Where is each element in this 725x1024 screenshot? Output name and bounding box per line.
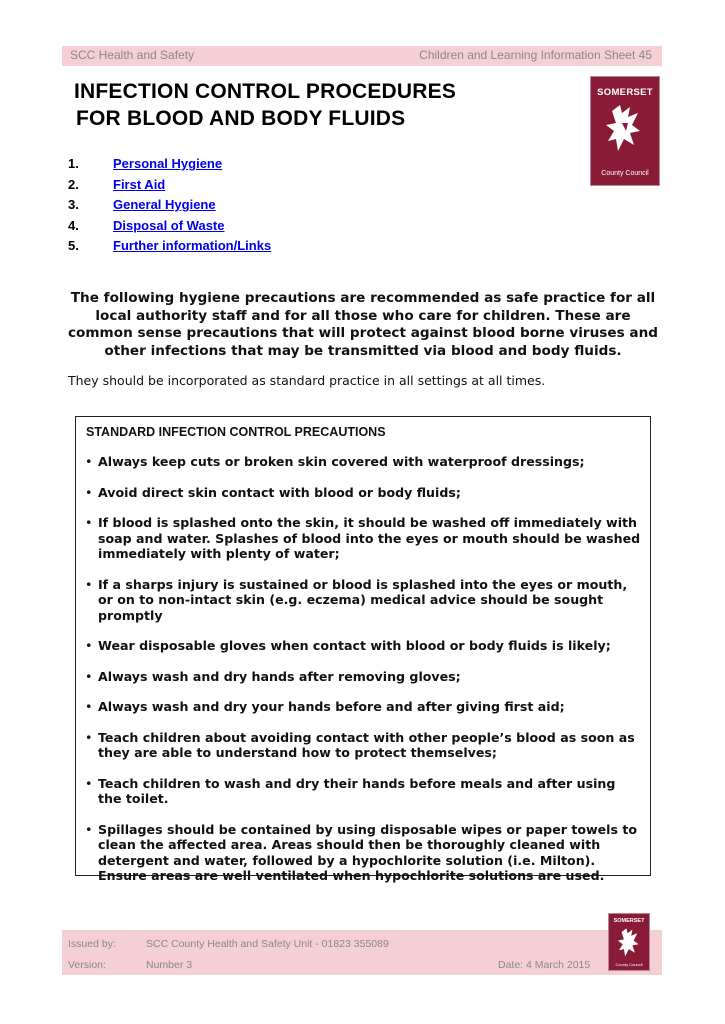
header-sheet-number: Children and Learning Information Sheet 45	[419, 48, 652, 62]
page-title	[74, 78, 456, 132]
precaution-text: Wear disposable gloves when contact with blood or body fluids is likely;	[98, 638, 611, 653]
logo-text-top: SOMERSET	[597, 87, 653, 98]
precaution-text: If a sharps injury is sustained or blood is splashed into the eyes or mouth, or on to non-intact skin (e.g. eczema) medical advice should be sought promptly	[98, 576, 628, 623]
bullet-icon: •	[85, 775, 93, 791]
precaution-text: Teach children about avoiding contact with other people’s blood as soon as they are able to understand how to protect themselves;	[98, 729, 635, 760]
standard-practice-note: They should be incorporated as standard practice in all settings at all times.	[68, 373, 546, 388]
footer-somerset-logo	[608, 913, 650, 971]
bullet-icon: •	[85, 668, 93, 684]
toc-number: 5.	[68, 238, 79, 253]
bullet-icon: •	[85, 699, 93, 714]
page-title-line-1: INFECTION CONTROL PROCEDURES	[74, 80, 457, 103]
toc-link-general-hygiene[interactable]: General Hygiene	[113, 197, 216, 212]
header-department: SCC Health and Safety	[70, 48, 195, 62]
footer-date: Date: 4 March 2015	[498, 959, 591, 971]
toc-number: 3.	[68, 197, 79, 212]
toc-link-further-information[interactable]: Further information/Links	[113, 238, 272, 253]
precaution-text: Always keep cuts or broken skin covered with waterproof dressings;	[98, 454, 585, 469]
precaution-text: Spillages should be contained by using disposable wipes or paper towels to clean the affected area. Areas should then be thoroughly cleaned with detergent and water, followed by a hypochlorite solution (i.e. Milton). Ensure areas are well ventilated when hypochlorite solutions are used.	[98, 821, 638, 883]
bullet-icon: •	[85, 484, 93, 500]
list-item	[85, 638, 641, 654]
list-item	[85, 454, 641, 470]
list-item	[85, 822, 641, 884]
dragon-crest-icon	[616, 926, 644, 960]
footer-issued-value: SCC County Health and Safety Unit - 01823 355089	[146, 938, 389, 950]
precautions-heading: STANDARD INFECTION CONTROL PRECAUTIONS	[86, 425, 386, 439]
header-band	[62, 46, 662, 66]
bullet-icon: •	[85, 576, 93, 592]
precaution-text: Always wash and dry your hands before and after giving first aid;	[98, 699, 565, 714]
toc-link-personal-hygiene[interactable]: Personal Hygiene	[113, 156, 223, 171]
somerset-logo	[590, 76, 660, 186]
bullet-icon: •	[85, 821, 93, 837]
list-item	[85, 515, 641, 562]
footer-issued-label: Issued by:	[68, 938, 116, 950]
footer-band	[62, 930, 662, 975]
precautions-box	[75, 416, 651, 883]
bullet-icon: •	[85, 454, 93, 469]
toc-link-first-aid[interactable]: First Aid	[113, 176, 166, 192]
toc-number: 4.	[68, 217, 79, 233]
logo-text-bottom: County Council	[601, 170, 649, 177]
list-item	[85, 699, 641, 715]
precaution-text: Avoid direct skin contact with blood or body fluids;	[98, 484, 461, 500]
dragon-crest-icon	[604, 101, 648, 157]
bullet-icon: •	[85, 638, 93, 653]
page-title-line-2: FOR BLOOD AND BODY FLUIDS	[76, 107, 406, 130]
precaution-text: Teach children to wash and dry their hands before meals and after using the toilet.	[98, 775, 616, 806]
list-item	[85, 730, 641, 761]
precaution-text: Always wash and dry hands after removing gloves;	[98, 668, 461, 684]
toc-link-disposal-of-waste[interactable]: Disposal of Waste	[113, 217, 225, 233]
footer-logo-text-top: SOMERSET	[613, 918, 645, 924]
list-item	[85, 485, 641, 501]
list-item	[85, 776, 641, 807]
footer-logo-text-bottom: County Council	[615, 962, 643, 967]
list-item	[85, 669, 641, 685]
list-item	[85, 577, 641, 624]
precaution-text: If blood is splashed onto the skin, it should be washed off immediately with soap and water. Splashes of blood into the eyes or mouth should be washed immediately with plenty of water;	[98, 515, 641, 561]
footer-version-value: Number 3	[146, 959, 193, 971]
toc-number: 2.	[68, 176, 79, 192]
bullet-icon: •	[85, 515, 93, 530]
bullet-icon: •	[85, 729, 93, 745]
precautions-list	[85, 454, 641, 899]
footer-version-label: Version:	[68, 959, 106, 971]
intro-paragraph: The following hygiene precautions are recommended as safe practice for all local authority staff and for all those who care for children. These are common sense precautions that will protect against blood borne viruses and other infections that may be transmitted via blood and body fluids.	[68, 290, 658, 359]
toc-number: 1.	[68, 156, 79, 171]
